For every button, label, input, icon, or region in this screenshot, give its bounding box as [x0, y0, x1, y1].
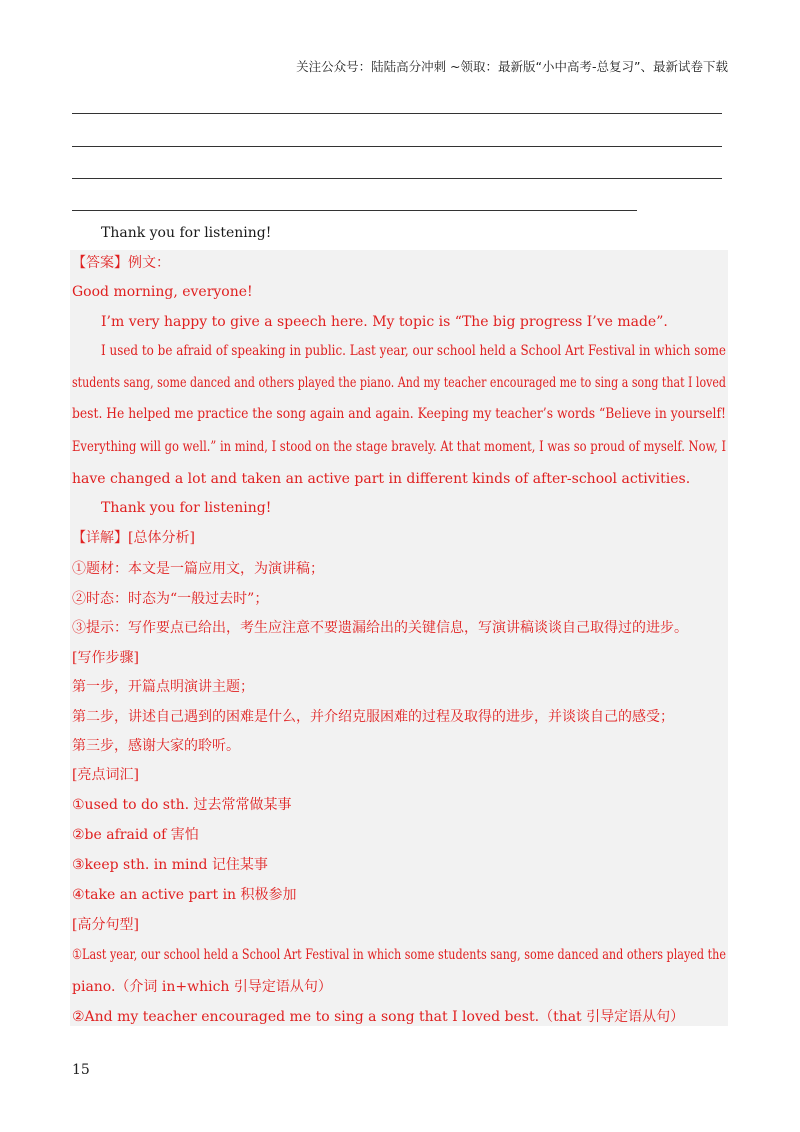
- answer-section: [70, 250, 728, 1026]
- answer-body-line: have changed a lot and taken an active part in different kinds of after-school activities.: [72, 471, 691, 487]
- answer-label: 【答案】例文：: [72, 255, 170, 271]
- sentences-label: [高分句型]: [72, 917, 139, 933]
- answer-body-line: I used to be afraid of speaking in public. Last year, our school held a School Art Festival in which some: [101, 343, 726, 359]
- vocab-item: ②be afraid of 害怕: [72, 827, 199, 843]
- writing-line: [72, 146, 722, 147]
- step-item: 第二步，讲述自己遇到的困难是什么，并介绍克服困难的过程及取得的进步，并谈谈自己的感受；: [72, 709, 674, 725]
- analysis-item: ③提示：写作要点已给出，考生应注意不要遗漏给出的关键信息，写演讲稿谈谈自己取得过的进步。: [72, 620, 688, 636]
- page-header: 关注公众号：陆陆高分冲刺 ~领取：最新版“小中高考-总复习”、最新试卷下载: [296, 59, 728, 74]
- steps-label: [写作步骤]: [72, 650, 139, 666]
- vocab-label: [亮点词汇]: [72, 767, 139, 783]
- step-item: 第一步，开篇点明演讲主题；: [72, 679, 254, 695]
- analysis-item: ①题材：本文是一篇应用文，为演讲稿；: [72, 561, 324, 577]
- closing-text: Thank you for listening!: [101, 225, 272, 241]
- sentence-item: piano.（介词 in+which 引导定语从句）: [72, 979, 332, 995]
- answer-intro: I’m very happy to give a speech here. My topic is “The big progress I’ve made”.: [101, 314, 668, 330]
- answer-body-line: best. He helped me practice the song again and again. Keeping my teacher’s words “Believe in yourself!: [72, 406, 726, 422]
- sentence-item: ②And my teacher encouraged me to sing a song that I loved best.（that 引导定语从句）: [72, 1009, 685, 1025]
- analysis-label: 【详解】[总体分析]: [72, 530, 195, 546]
- step-item: 第三步，感谢大家的聆听。: [72, 738, 240, 754]
- sentence-item: ①Last year, our school held a School Art Festival in which some students sang, some danced and others played the: [72, 947, 726, 963]
- answer-closing: Thank you for listening!: [101, 500, 272, 516]
- writing-line: [72, 113, 722, 114]
- vocab-item: ③keep sth. in mind 记住某事: [72, 857, 268, 873]
- vocab-item: ④take an active part in 积极参加: [72, 887, 297, 903]
- answer-body-line: students sang, some danced and others played the piano. And my teacher encouraged me to sing a song that I loved: [72, 375, 726, 391]
- answer-body-line: Everything will go well.” in mind, I stood on the stage bravely. At that moment, I was so proud of myself. Now, I: [72, 439, 726, 455]
- page-number: 15: [72, 1062, 90, 1078]
- writing-line: [72, 210, 637, 211]
- vocab-item: ①used to do sth. 过去常常做某事: [72, 797, 292, 813]
- answer-greeting: Good morning, everyone!: [72, 284, 253, 300]
- writing-line: [72, 178, 722, 179]
- analysis-item: ②时态：时态为“一般过去时”；: [72, 591, 269, 607]
